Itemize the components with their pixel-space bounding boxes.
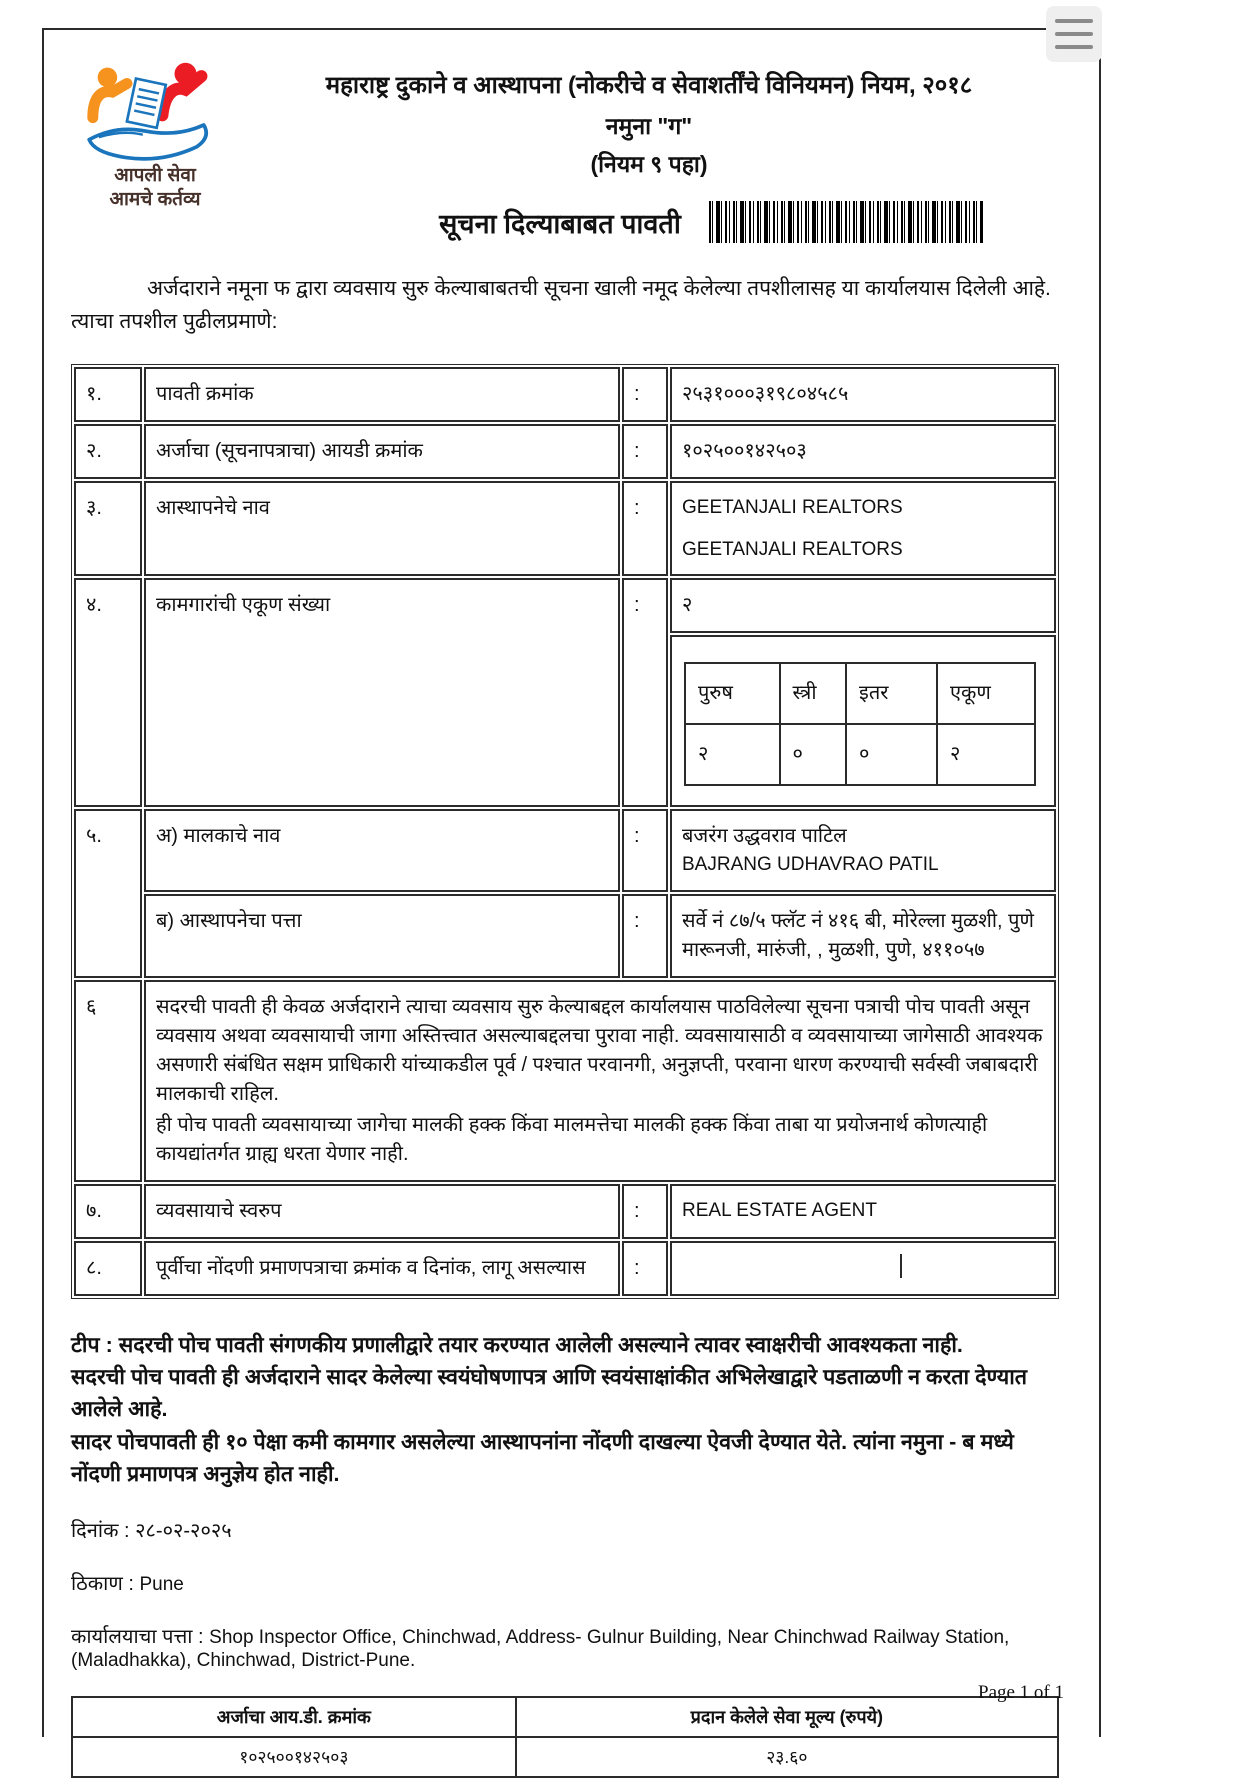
intro-paragraph: अर्जदाराने नमूना फ द्वारा व्यवसाय सुरु केल्याबाबतची सूचना खाली नमूद केलेल्या तपशीलासह या कार्यालयास दिलेली आहे. त्याचा तपशील पुढीलप्रमाणे:	[71, 277, 1051, 333]
place-value: Pune	[139, 1574, 184, 1596]
row-label: कामगारांची एकूण संख्या	[144, 578, 620, 807]
details-table	[71, 364, 1059, 1299]
meta-section	[71, 1516, 1059, 1672]
note-line-1: टीप : सदरची पोच पावती संगणकीय प्रणालीद्वारे तयार करण्यात आलेली असल्याने त्यावर स्वाक्षरीची आवश्यकता नाही.	[71, 1332, 963, 1357]
date-label: दिनांक :	[71, 1520, 130, 1543]
row-value	[670, 481, 1056, 576]
fee-header-application-id: अर्जाचा आय.डी. क्रमांक	[72, 1697, 516, 1737]
row-label: अर्जाचा (सूचनापत्राचा) आयडी क्रमांक	[144, 424, 620, 479]
disclaimer-paragraph-1: सदरची पावती ही केवळ अर्जदाराने त्याचा व्यवसाय सुरु केल्याबद्दल कार्यालयास पाठविलेल्या सूचना पत्राची पोच पावती असून व्यवसाय अथवा व्यवसायाची जागा अस्तित्त्वात असल्याबद्दलचा पुरावा नाही. व्यवसायासाठी व व्यवसायाच्या जागेसाठी आवश्यक असणारी संबंधित सक्षम प्राधिकारी यांच्याकडील पूर्व / पश्चात परवानगी, अनुज्ञप्ती, परवाना धारण करण्याची सर्वस्वी जबाबदारी मालकाची राहिल.	[156, 995, 1043, 1105]
barcode	[709, 201, 983, 243]
workers-header-cell: इतर	[846, 663, 937, 724]
workers-count-table	[684, 662, 1036, 786]
table-row-6	[74, 980, 1056, 1182]
row-label: अ) मालकाचे नाव	[144, 809, 620, 892]
fee-header-row	[72, 1697, 1058, 1737]
cursor-artifact	[900, 1254, 902, 1278]
logo-caption-line1: आपली सेवा	[114, 165, 196, 186]
disclaimer-paragraph-2: ही पोच पावती व्यवसायाच्या जागेचा मालकी हक्क किंवा मालमत्तेचा मालकी हक्क किंवा ताबा या प्रयोजनार्थ कोणत्याही कायद्यांतर्गत ग्राह्य धरता येणार नाही.	[156, 1113, 988, 1165]
establishment-name-line1: GEETANJALI REALTORS	[682, 497, 903, 519]
colon-separator: :	[622, 424, 668, 479]
hamburger-icon	[1055, 19, 1093, 49]
row-number: ८.	[74, 1241, 142, 1296]
row-number: ५.	[74, 809, 142, 978]
place-label: ठिकाण :	[71, 1573, 134, 1596]
colon-separator: :	[622, 1184, 668, 1239]
place-row	[71, 1569, 1059, 1596]
table-row-8	[74, 1241, 1056, 1296]
establishment-address: सर्वे नं ८७/५ फ्लॅट नं ४१६ बी, मोरेल्ला मुळशी, पुणे मारूनजी, मारुंजी, , मुळशी, पुणे, ४११०५७	[670, 894, 1056, 978]
table-row-4	[74, 578, 1056, 633]
table-row-7	[74, 1184, 1056, 1239]
workers-value-row	[685, 724, 1035, 785]
colon-separator: :	[622, 809, 668, 892]
disclaimer-text-cell	[144, 980, 1056, 1182]
colon-separator: :	[622, 578, 668, 807]
workers-header-cell: एकूण	[937, 663, 1035, 724]
row-number: ७.	[74, 1184, 142, 1239]
row-value	[670, 1241, 1056, 1296]
table-row-5a	[74, 809, 1056, 892]
note-line-2: सदरची पोच पावती ही अर्जदाराने सादर केलेल्या स्वयंघोषणापत्र आणि स्वयंसाक्षांकीत अभिलेखाद्वारे पडताळणी न करता देण्यात आलेले आहे.	[71, 1365, 1028, 1422]
row-number: २.	[74, 424, 142, 479]
fee-table	[71, 1696, 1059, 1778]
colon-separator: :	[622, 894, 668, 978]
notes-section	[71, 1329, 1059, 1490]
row-label: पावती क्रमांक	[144, 367, 620, 422]
workers-header-row	[685, 663, 1035, 724]
form-title: महाराष्ट्र दुकाने व आस्थापना (नोकरीचे व सेवाशर्तींचे विनियमन) नियम, २०१८	[325, 72, 973, 99]
page-number: Page 1 of 1	[978, 1682, 1065, 1703]
table-row-2	[74, 424, 1056, 479]
aaple-sarkar-logo	[71, 56, 239, 212]
workers-table-cell	[670, 635, 1056, 807]
date-value: २८-०२-२०२५	[135, 1520, 232, 1543]
colon-separator: :	[622, 367, 668, 422]
establishment-name-line2: GEETANJALI REALTORS	[682, 538, 903, 560]
office-address-value: Shop Inspector Office, Chinchwad, Address- Gulnur Building, Near Chinchwad Railway Station, (Maladhakka), Chinchwad, District-Pune.	[71, 1627, 1010, 1672]
row-label: पूर्वीचा नोंदणी प्रमाणपत्राचा क्रमांक व दिनांक, लागू असल्यास	[144, 1241, 620, 1296]
row-number: ६	[74, 980, 142, 1182]
row-number: ४.	[74, 578, 142, 807]
receipt-title: सूचना दिल्याबाबत पावती	[439, 208, 681, 239]
workers-value-cell: ०	[846, 724, 937, 785]
row-label: ब) आस्थापनेचा पत्ता	[144, 894, 620, 978]
workers-value-cell: २	[937, 724, 1035, 785]
row-number: १.	[74, 367, 142, 422]
fee-header-service-charge: प्रदान केलेले सेवा मूल्य (रुपये)	[516, 1697, 1058, 1737]
table-row-3	[74, 481, 1056, 576]
owner-name-latin: BAJRANG UDHAVRAO PATIL	[682, 854, 939, 876]
row-value: २५३१०००३१९८०४५८५	[670, 367, 1056, 422]
logo-graphic	[80, 64, 230, 164]
logo-caption-line2: आमचे कर्तव्य	[109, 188, 201, 210]
row-number: ३.	[74, 481, 142, 576]
office-address-row	[71, 1622, 1059, 1672]
receipt-title-row	[301, 201, 1121, 243]
date-row	[71, 1516, 1059, 1543]
colon-separator: :	[622, 1241, 668, 1296]
workers-value-cell: २	[685, 724, 780, 785]
menu-button[interactable]	[1046, 6, 1102, 62]
workers-header-cell: स्त्री	[780, 663, 847, 724]
fee-value-application-id: १०२५००१४२५०३	[72, 1737, 516, 1777]
note-line-3: सादर पोचपावती ही १० पेक्षा कमी कामगार असलेल्या आस्थापनांना नोंदणी दाखल्या ऐवजी देण्यात येते. त्यांना नमुना - ब मध्ये नोंदणी प्रमाणपत्र अनुज्ञेय होत नाही.	[71, 1429, 1014, 1486]
receipt-document	[42, 28, 1101, 1768]
form-number: नमुना "ग"	[605, 113, 693, 140]
workers-header-cell: पुरुष	[685, 663, 780, 724]
colon-separator: :	[622, 481, 668, 576]
fee-value-row	[72, 1737, 1058, 1777]
office-address-label: कार्यालयाचा पत्ता :	[71, 1626, 204, 1649]
workers-value-cell: ०	[780, 724, 847, 785]
row-value: REAL ESTATE AGENT	[670, 1184, 1056, 1239]
fee-value-service-charge: २३.६०	[516, 1737, 1058, 1777]
row-value: १०२५००१४२५०३	[670, 424, 1056, 479]
document-header	[71, 56, 1059, 243]
title-block	[239, 56, 1059, 243]
row-value: २	[670, 578, 1056, 633]
row-value	[670, 809, 1056, 892]
rule-reference: (नियम ९ पहा)	[590, 151, 708, 178]
table-row-1	[74, 367, 1056, 422]
row-label: व्यवसायाचे स्वरुप	[144, 1184, 620, 1239]
table-row-5b	[74, 894, 1056, 978]
owner-name-devanagari: बजरंग उद्धवराव पाटिल	[682, 825, 847, 848]
row-label: आस्थापनेचे नाव	[144, 481, 620, 576]
